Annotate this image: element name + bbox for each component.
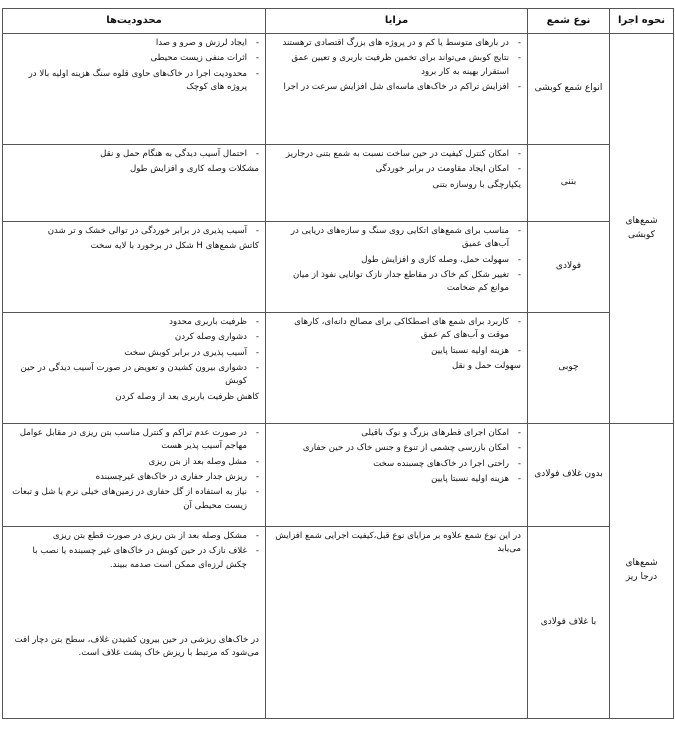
limitation-item: - مشکل وصله بعد از بتن ریزی در صورت قطع بتن ریزی (9, 530, 259, 543)
limitations-cell (3, 145, 266, 222)
limitation-item: - ظرفیت باربری محدود (9, 316, 259, 329)
advantage-item: - مناسب برای شمع‌های اتکایی روی سنگ و سازه‌های دریایی در آب‌های عمیق (272, 225, 521, 252)
advantage-item: - افزایش تراکم در خاک‌های ماسه‌ای شل افزایش سرعت در اجرا (272, 81, 521, 94)
pile-type-cell: با غلاف فولادی (528, 527, 610, 719)
limitation-item: - آسیب پذیری در برابر کوبش سخت (9, 347, 259, 360)
limitation-item: - ایجاد لرزش و صرو و صدا (9, 37, 259, 50)
advantages-cell (266, 313, 528, 424)
pile-type-cell: انواع شمع کوبشی (528, 34, 610, 145)
advantage-item: - سهولت حمل، وصله کاری و افزایش طول (272, 254, 521, 267)
limitation-item: - احتمال آسیب دیدگی به هنگام حمل و نقل (9, 148, 259, 161)
piles-comparison-table (2, 8, 674, 719)
pile-type-cell: بتنی (528, 145, 610, 222)
advantages-cell (266, 527, 528, 719)
limitation-item: - ریزش جدار حفاری در خاک‌های غیرچسبنده (9, 471, 259, 484)
pile-type-cell: فولادی (528, 222, 610, 313)
table-row (3, 222, 674, 313)
limitation-note: در خاک‌های ریزشی در حین بیرون کشیدن غلاف، سطح بتن دچار افت می‌شود که مرتبط با ریزش خاک پشت غلاف است. (14, 634, 259, 659)
advantages-cell (266, 424, 528, 527)
limitation-item: - اثرات منفی زیست محیطی (9, 52, 259, 65)
limitation-item: - در صورت عدم تراکم و کنترل مناسب بتن ریزی در مقابل عوامل مهاجم آسیب پذیر هست (9, 427, 259, 454)
header-limitations: محدودیت‌ها (3, 9, 266, 34)
header-pile-type: نوع شمع (528, 9, 610, 34)
advantage-item: - نتایج کوبش می‌تواند برای تخمین ظرفیت باربری و تعیین عمق استقرار بهینه به کار برود (272, 52, 521, 79)
method-cell-driven: شمع‌های کوبشی (610, 34, 674, 424)
advantage-item: - هزینه اولیه نسبتا پایین (272, 345, 521, 358)
limitations-cell (3, 34, 266, 145)
advantage-item: - کاربرد برای شمع های اصطکاکی برای مصالح دانه‌ای، کارهای موقت و آب‌های کم عمق (272, 316, 521, 343)
advantages-cell (266, 145, 528, 222)
limitation-note: مشکلات وصله کاری و افزایش طول (129, 164, 259, 175)
limitations-cell (3, 313, 266, 424)
header-advantages: مزایا (266, 9, 528, 34)
advantage-item: - تغییر شکل کم خاک در مقاطع جدار نازک توانایی نفوذ از میان موانع کم ضخامت (272, 269, 521, 296)
table-row (3, 145, 674, 222)
table-row (3, 527, 674, 719)
limitation-item: - دشواری وصله کردن (9, 331, 259, 344)
advantages-cell (266, 34, 528, 145)
limitation-item: - مشل وصله بعد از بتن ریزی (9, 456, 259, 469)
advantage-note: یکپارچگی با روسازه بتنی (432, 179, 521, 190)
table-row (3, 424, 674, 527)
limitation-item: - دشواری بیرون کشیدن و تعویض در صورت آسیب دیدگی در حین کوبش (9, 362, 259, 389)
pile-type-cell: بدون غلاف فولادی (528, 424, 610, 527)
cell-spacer (9, 574, 259, 634)
table-header-row (3, 9, 674, 34)
limitation-note: کاتش شمع‌های H شکل در برخورد با لایه سخت (90, 241, 259, 252)
limitation-item: - آسیب پذیری در برابر خوردگی در توالی خشک و تر شدن (9, 225, 259, 238)
advantage-item: - در بارهای متوسط یا کم و در پروژه های بزرگ اقتصادی ترهستند (272, 37, 521, 50)
limitation-note: کاهش ظرفیت باربری بعد از وصله کردن (115, 391, 259, 402)
limitations-cell (3, 222, 266, 313)
advantage-note: سهولت حمل و نقل (451, 360, 521, 371)
limitation-item: - محدودیت اجرا در خاک‌های حاوی قلوه سنگ هزینه اولیه بالا در پروژه های کوچک (9, 68, 259, 95)
advantage-item: - امکان ایجاد مقاومت در برابر خوردگی (272, 163, 521, 176)
advantage-item: - امکان بازرسی چشمی از تنوع و جنس خاک در حین حفاری (272, 442, 521, 455)
limitation-item: - نیاز به استفاده از گل حفاری در زمین‌های خیلی نرم یا شل و تبعات زیست محیطی آن (9, 486, 259, 513)
limitation-item: - غلاف نازک در حین کوبش در خاک‌های غیر چسبنده یا نصب با چکش لرزه‌ای ممکن است صدمه ببیند. (9, 545, 259, 572)
advantage-item: - امکان کنترل کیفیت در حین ساخت نسبت به شمع بتنی درجاریز (272, 148, 521, 161)
table-row (3, 34, 674, 145)
advantages-cell (266, 222, 528, 313)
advantage-item: - هزینه اولیه نسبتا پایین (272, 473, 521, 486)
table-row (3, 313, 674, 424)
advantage-item: - راحتی اجرا در خاک‌های چسبنده سخت (272, 458, 521, 471)
advantage-text: در این نوع شمع علاوه بر مزایای نوع قبل،کیفیت اجرایی شمع افزایش می‌یابد (275, 531, 521, 555)
limitations-cell (3, 424, 266, 527)
method-cell-cast-in-place: شمع‌های درجا ریز (610, 424, 674, 719)
pile-type-cell: چوبی (528, 313, 610, 424)
header-method: نحوه اجرا (610, 9, 674, 34)
limitations-cell (3, 527, 266, 719)
advantage-item: - امکان اجرای قطرهای بزرگ و نوک باقیلی (272, 427, 521, 440)
